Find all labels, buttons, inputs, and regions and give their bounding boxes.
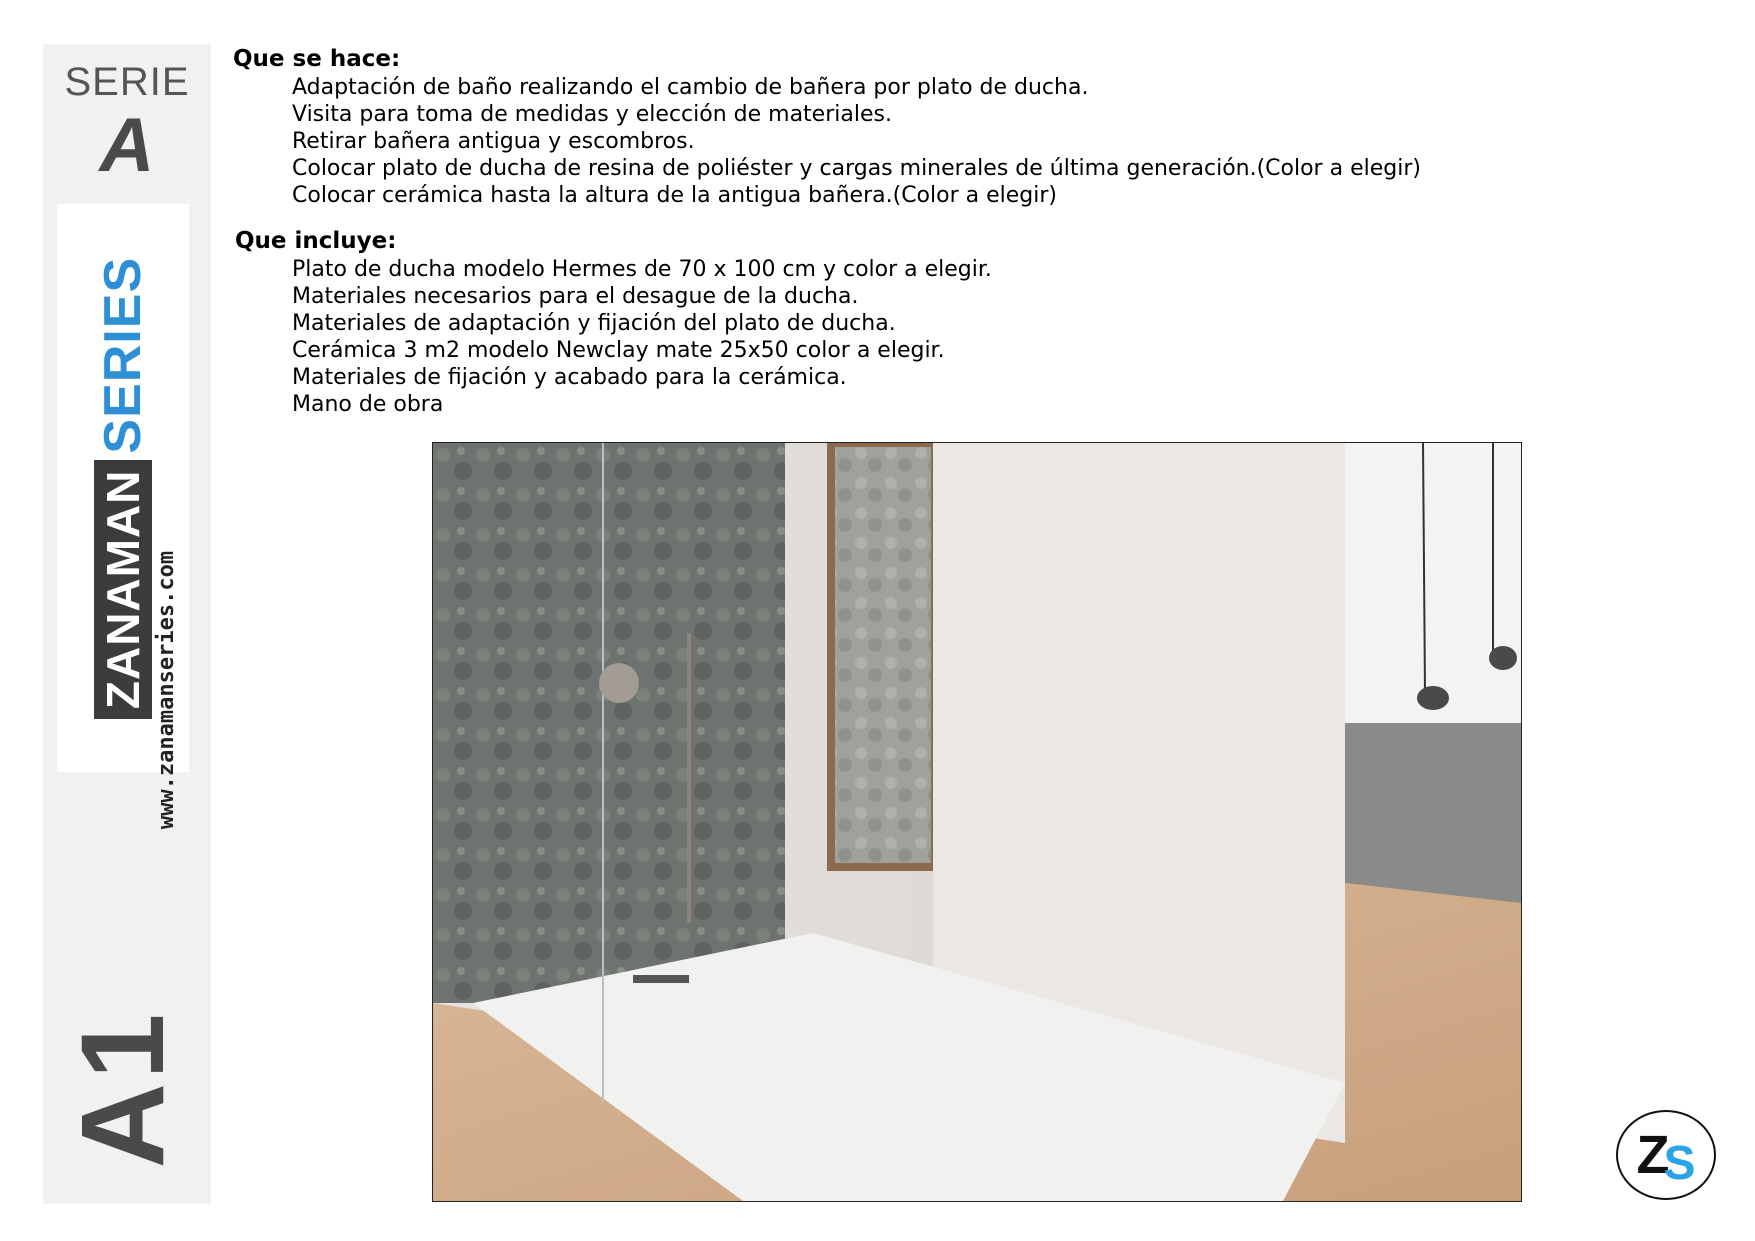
list-item: Colocar plato de ducha de resina de poliéster y cargas minerales de última generación.(Color a elegir) <box>292 156 1421 181</box>
list-item: Plato de ducha modelo Hermes de 70 x 100 cm y color a elegir. <box>292 257 992 282</box>
product-code: A1 <box>57 1009 189 1169</box>
sidebar <box>43 44 211 1204</box>
list-item: Mano de obra <box>292 392 444 417</box>
list-item: Cerámica 3 m2 modelo Newclay mate 25x50 color a elegir. <box>292 338 945 363</box>
brand-logo-zanaman: ZANAMAN <box>94 460 152 720</box>
shower-photo-illustration <box>433 443 1521 1201</box>
zs-logo-z: Z <box>1636 1125 1670 1185</box>
shower-photo <box>432 442 1522 1202</box>
zs-footer-logo <box>1616 1110 1716 1200</box>
brand-logo-wordmark <box>93 208 153 768</box>
que-incluye-list <box>292 256 992 418</box>
list-item: Materiales de fijación y acabado para la cerámica. <box>292 365 847 390</box>
que-incluye-title: Que incluye: <box>235 228 397 254</box>
list-item: Materiales de adaptación y fijación del plato de ducha. <box>292 311 896 336</box>
serie-letter: A <box>99 103 155 188</box>
website-link[interactable]: www.zanamanseries.com <box>154 550 179 830</box>
list-item: Retirar bañera antigua y escombros. <box>292 129 695 154</box>
que-se-hace-list <box>292 74 1421 209</box>
brand-logo-series: SERIES <box>94 256 152 454</box>
list-item: Materiales necesarios para el desague de la ducha. <box>292 284 859 309</box>
serie-label: SERIE <box>64 60 190 104</box>
list-item: Adaptación de baño realizando el cambio de bañera por plato de ducha. <box>292 75 1089 100</box>
brand-logo <box>57 204 189 830</box>
list-item: Colocar cerámica hasta la altura de la antigua bañera.(Color a elegir) <box>292 183 1057 208</box>
list-item: Visita para toma de medidas y elección de materiales. <box>292 102 892 127</box>
zs-logo-s: S <box>1663 1137 1696 1190</box>
que-se-hace-title: Que se hace: <box>233 46 401 72</box>
